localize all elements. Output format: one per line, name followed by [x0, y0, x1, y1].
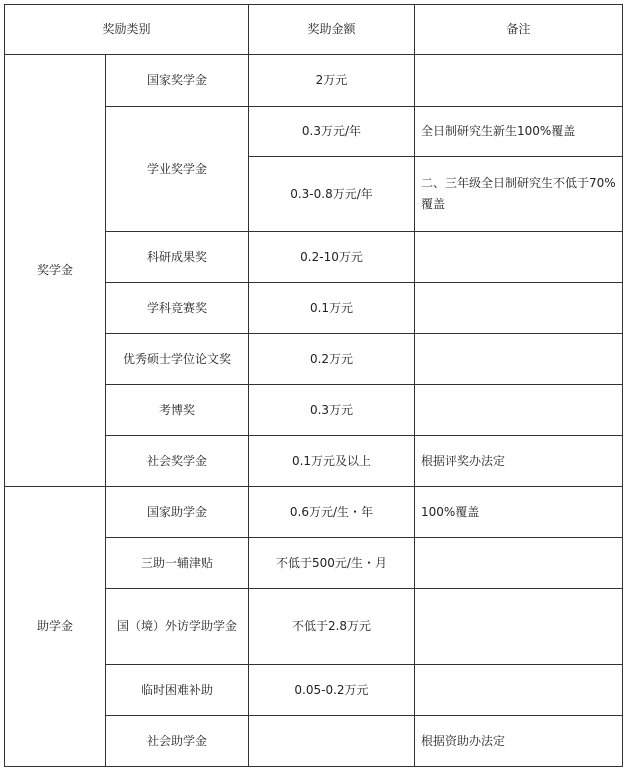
- item-name: 国家奖学金: [106, 55, 249, 107]
- item-remarks: 根据评奖办法定: [415, 436, 623, 487]
- item-remarks: 100%覆盖: [415, 487, 623, 538]
- table-container: [4, 4, 623, 767]
- item-remarks: [415, 385, 623, 436]
- item-name: 学业奖学金: [106, 107, 249, 232]
- item-amount: 0.2万元: [249, 334, 415, 385]
- header-category: 奖励类别: [5, 5, 249, 55]
- item-name: 临时困难补助: [106, 665, 249, 716]
- group-cell-grant: 助学金: [5, 487, 106, 767]
- item-amount: 不低于2.8万元: [249, 589, 415, 665]
- item-remarks: 根据资助办法定: [415, 716, 623, 767]
- item-remarks: [415, 283, 623, 334]
- item-amount: 0.05-0.2万元: [249, 665, 415, 716]
- item-remarks: [415, 665, 623, 716]
- item-remarks: [415, 55, 623, 107]
- item-remarks: [415, 589, 623, 665]
- item-amount: 0.3万元/年: [249, 107, 415, 157]
- table-row: [5, 487, 623, 538]
- item-remarks: 全日制研究生新生100%覆盖: [415, 107, 623, 157]
- item-name: 三助一辅津贴: [106, 538, 249, 589]
- item-amount: 0.6万元/生・年: [249, 487, 415, 538]
- item-amount: 0.3万元: [249, 385, 415, 436]
- item-remarks: 二、三年级全日制研究生不低于70%覆盖: [415, 157, 623, 232]
- item-amount: 2万元: [249, 55, 415, 107]
- table-header-row: [5, 5, 623, 55]
- item-name: 学科竞赛奖: [106, 283, 249, 334]
- item-name: 社会助学金: [106, 716, 249, 767]
- item-amount: 0.1万元及以上: [249, 436, 415, 487]
- item-amount: 0.3-0.8万元/年: [249, 157, 415, 232]
- item-remarks: [415, 538, 623, 589]
- group-cell-scholarship: 奖学金: [5, 55, 106, 487]
- item-amount: 不低于500元/生・月: [249, 538, 415, 589]
- item-name: 考博奖: [106, 385, 249, 436]
- item-name: 优秀硕士学位论文奖: [106, 334, 249, 385]
- item-amount: 0.1万元: [249, 283, 415, 334]
- item-remarks: [415, 232, 623, 283]
- header-remarks: 备注: [415, 5, 623, 55]
- item-remarks: [415, 334, 623, 385]
- item-amount: 0.2-10万元: [249, 232, 415, 283]
- scholarship-table: [4, 4, 623, 767]
- header-amount: 奖助金额: [249, 5, 415, 55]
- item-name: 国（境）外访学助学金: [106, 589, 249, 665]
- item-name: 社会奖学金: [106, 436, 249, 487]
- table-row: [5, 55, 623, 107]
- item-amount: [249, 716, 415, 767]
- item-name: 科研成果奖: [106, 232, 249, 283]
- item-name: 国家助学金: [106, 487, 249, 538]
